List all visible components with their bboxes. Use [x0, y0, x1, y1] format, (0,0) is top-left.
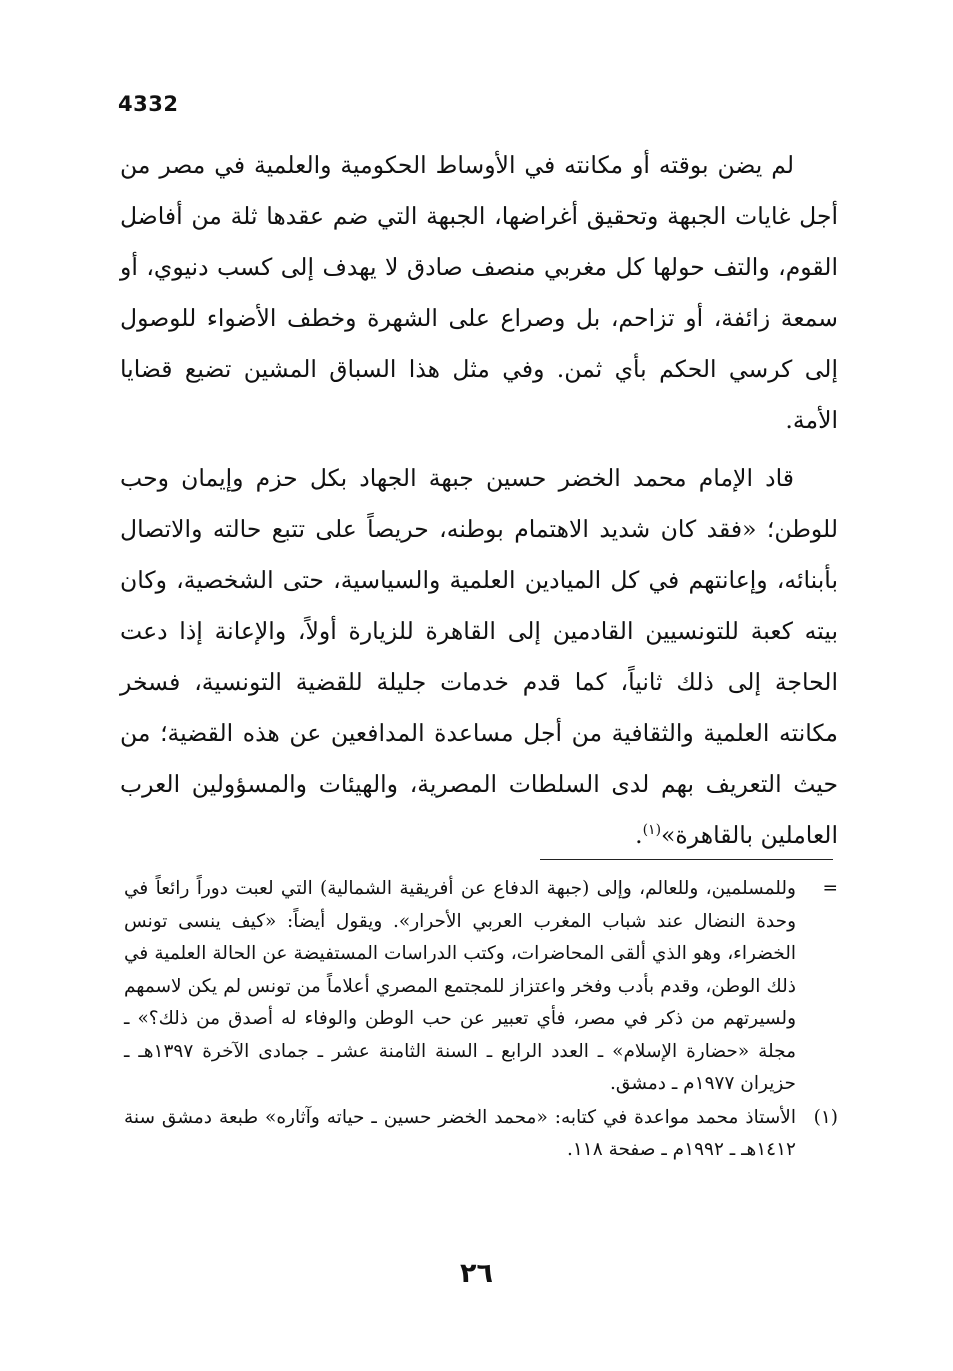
- paragraph-text: قاد الإمام محمد الخضر حسين جبهة الجهاد بكل حزم وإيمان وحب للوطن؛ «فقد كان شديد الاهتمام بوطنه، حريصاً على تتبع حالته والاتصال بأبنائه، وإعانتهم في كل الميادين العلمية والسياسية، حتى الشخصية، وكان بيته كعبة للتونسيين القادمين إلى القاهرة للزيارة أولاً، والإعانة إذا دعت الحاجة إلى ذلك ثانياً، كما قدم خدمات جليلة للقضية التونسية، فسخر مكانته العلمية والثقافية من أجل مساعدة المدافعين عن هذه القضية؛ من حيث التعريف بهم لدى السلطات المصرية، والهيئات والمسؤولين العرب العاملين بالقاهرة»: [120, 464, 838, 849]
- paragraph-end-mark: .: [635, 821, 643, 849]
- footnote-1: [124, 1102, 838, 1167]
- footnote-marker: =: [822, 878, 838, 899]
- footnote-continuation: [124, 873, 838, 1101]
- paragraph: لم يضن بوقته أو مكانته في الأوساط الحكومية والعلمية في مصر من أجل غايات الجبهة وتحقيق أغراضها، الجبهة التي ضم عقدها ثلة من أفاضل القوم، والتف حولها كل مغربي منصف صادق لا يهدف إلى كسب دنيوي، أو سمعة زائفة، أو تزاحم، بل وصراع على الشهرة وخطف الأضواء للوصول إلى كرسي الحكم بأي ثمن. وفي مثل هذا السباق المشين تضيع قضايا الأمة.: [120, 151, 838, 434]
- footnotes: [124, 872, 838, 1167]
- footnote-text: الأستاذ محمد مواعدة في كتابه: «محمد الخضر حسين ـ حياته وآثاره» طبعة دمشق سنة ١٤١٢هـ ـ ١٩٩٢م ـ صفحة ١١٨.: [124, 1106, 796, 1160]
- main-text: [120, 140, 838, 861]
- footnote-text: وللمسلمين، وللعالم، وإلى (جبهة الدفاع عن أفريقية الشمالية) التي لعبت دوراً رائعاً في وحدة النضال عند شباب المغرب العربي الأحرار». ويقول أيضاً: «كيف ينسى تونس الخضراء، وهو الذي ألقى المحاضرات، وكتب الدراسات المستفيضة عن الحالة العلمية في ذلك الوطن، وقدم بأدب وفخر واعتزاز للمجتمع المصري أعلاماً من تونس لم يكن لاسمهم ولسيرتهم من ذكر في مصر، فأي تعبير عن حب الوطن والوفاء له أصدق من ذلك؟» ـ مجلة «حضارة الإسلام» ـ العدد الرابع ـ السنة الثامنة عشر ـ جمادى الآخرة ١٣٩٧هـ ـ حزيران ١٩٧٧م ـ دمشق.: [124, 878, 796, 1094]
- page-id-number: 4332: [118, 92, 179, 116]
- footnote-reference[interactable]: (١): [642, 822, 662, 839]
- footnote-separator: [540, 859, 833, 860]
- page-number: ٢٦: [460, 1258, 493, 1289]
- paragraph: [120, 453, 838, 861]
- footnote-marker: (١): [813, 1106, 838, 1128]
